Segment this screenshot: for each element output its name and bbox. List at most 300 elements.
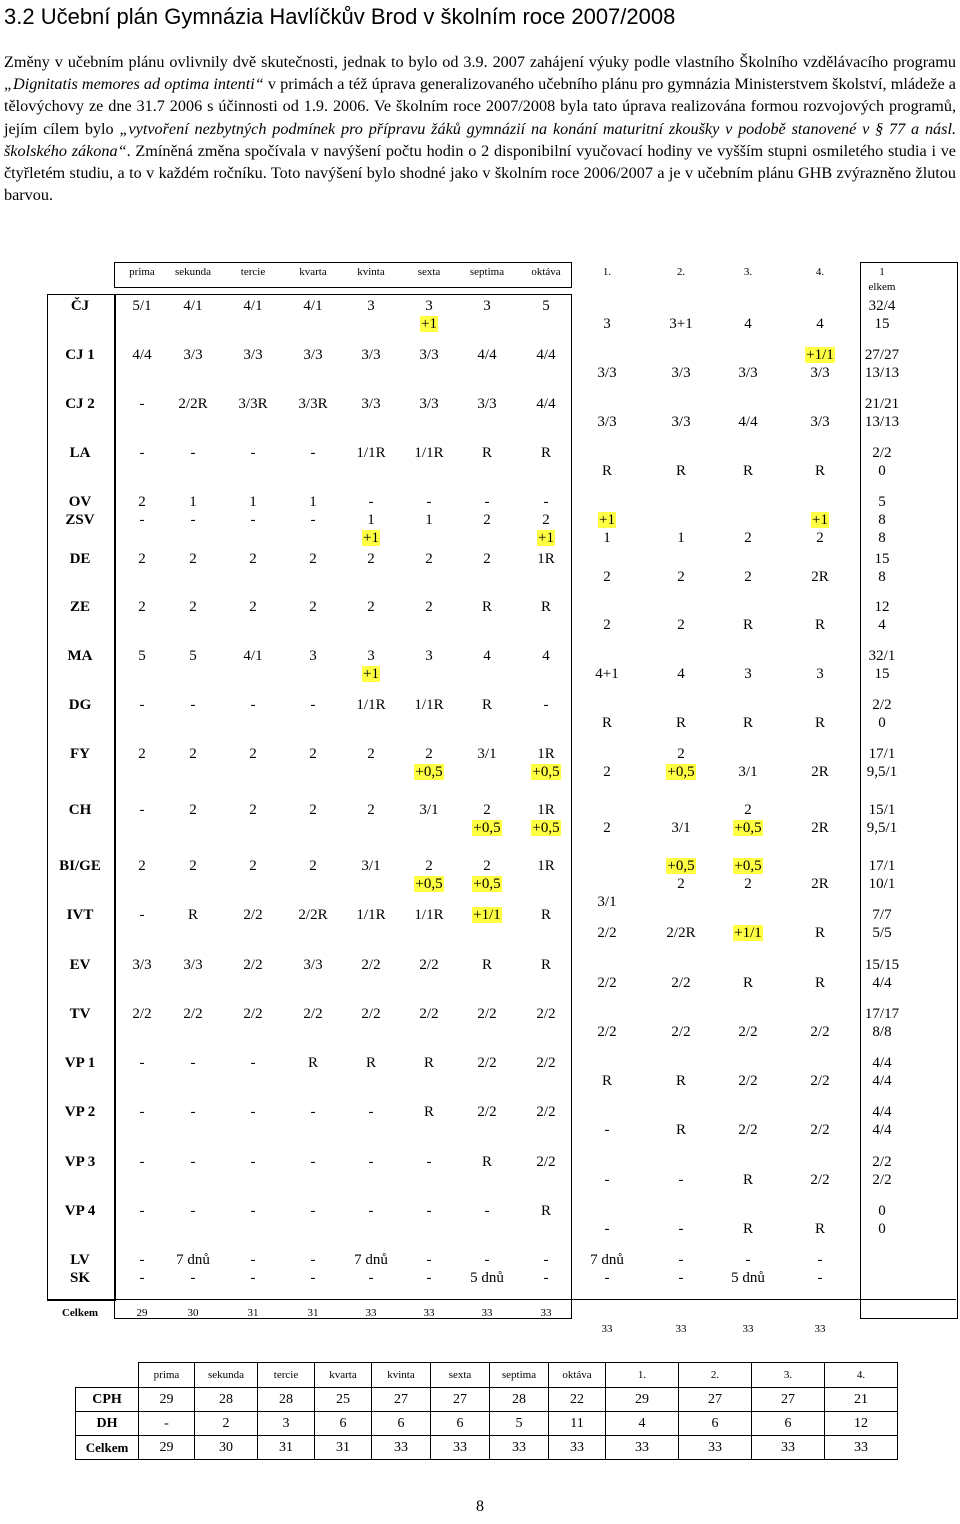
subject-label: VP 4 bbox=[64, 1203, 96, 1219]
plan-cell: 3/1 bbox=[671, 820, 691, 836]
plan-cell: 3 bbox=[367, 298, 375, 314]
total-cell: 0 bbox=[878, 1221, 886, 1237]
highlight-mark: +0,5 bbox=[532, 764, 560, 780]
plan-cell: - bbox=[426, 1154, 432, 1170]
subject-label: DG bbox=[68, 697, 92, 713]
plan-cell: 2 bbox=[309, 802, 317, 818]
plan-cell: 33 bbox=[601, 1323, 613, 1335]
subject-label: VP 3 bbox=[64, 1154, 96, 1170]
plan-cell: 33 bbox=[540, 1307, 552, 1319]
plan-cell: - bbox=[139, 512, 145, 528]
plan-cell: 2/2 bbox=[536, 1154, 556, 1170]
plan-cell: R bbox=[814, 1221, 825, 1237]
plan-cell: - bbox=[190, 697, 196, 713]
plan-cell: 2 bbox=[138, 746, 146, 762]
subject-label: CJ 2 bbox=[65, 396, 95, 412]
plan-cell: 33 bbox=[481, 1307, 493, 1319]
plan-cell: 4/4 bbox=[132, 347, 152, 363]
plan-cell: 2 bbox=[677, 617, 685, 633]
plan-cell: R bbox=[540, 599, 551, 615]
subject-label: CH bbox=[68, 802, 92, 818]
plan-cell: 2/2 bbox=[597, 1024, 617, 1040]
plan-cell: 1 bbox=[249, 494, 257, 510]
summary-column-header: sexta bbox=[431, 1363, 490, 1388]
plan-cell: 4/4 bbox=[536, 396, 556, 412]
subject-label: LA bbox=[69, 445, 91, 461]
summary-cell: 6 bbox=[431, 1412, 490, 1436]
plan-cell: - bbox=[368, 1270, 374, 1286]
plan-cell: 2/2 bbox=[132, 1006, 152, 1022]
subject-label: VP 2 bbox=[64, 1104, 96, 1120]
summary-cell: 27 bbox=[752, 1388, 825, 1412]
plan-cell: R bbox=[742, 463, 753, 479]
highlight-mark: +0,5 bbox=[734, 820, 762, 836]
plan-cell: 3/3 bbox=[132, 957, 152, 973]
plan-cell: 4/1 bbox=[303, 298, 323, 314]
plan-cell: - bbox=[250, 445, 256, 461]
total-cell: 9,5/1 bbox=[866, 764, 898, 780]
total-cell: 5 bbox=[878, 494, 886, 510]
plan-cell bbox=[790, 511, 850, 529]
plan-cell: 3/1 bbox=[361, 858, 381, 874]
plan-cell: 2R bbox=[811, 569, 829, 585]
plan-cell: 3/3 bbox=[183, 957, 203, 973]
plan-cell: 2 bbox=[309, 551, 317, 567]
column-header: 4. bbox=[815, 266, 825, 278]
plan-cell: R bbox=[601, 1073, 612, 1089]
plan-cell: 4/1 bbox=[243, 648, 263, 664]
summary-cell: 33 bbox=[549, 1436, 606, 1460]
plan-cell: - bbox=[250, 1203, 256, 1219]
plan-cell: R bbox=[675, 715, 686, 731]
plan-cell: 2 bbox=[677, 746, 685, 762]
plan-cell: 4/4 bbox=[477, 347, 497, 363]
plan-cell: - bbox=[817, 1252, 823, 1268]
plan-cell: 2 bbox=[603, 820, 611, 836]
summary-row-label: DH bbox=[76, 1412, 139, 1436]
highlight-mark: +0,5 bbox=[415, 764, 443, 780]
plan-cell: R bbox=[423, 1055, 434, 1071]
plan-cell: - bbox=[190, 445, 196, 461]
plan-cell: - bbox=[310, 512, 316, 528]
plan-cell: 2R bbox=[811, 820, 829, 836]
summary-cell: - bbox=[139, 1412, 195, 1436]
plan-cell: - bbox=[604, 1122, 610, 1138]
plan-cell: 3 bbox=[425, 648, 433, 664]
total-cell: 32/4 bbox=[868, 298, 896, 314]
summary-row bbox=[76, 1412, 898, 1436]
plan-cell: 2 bbox=[189, 802, 197, 818]
plan-cell: 2 bbox=[249, 746, 257, 762]
summary-cell: 12 bbox=[825, 1412, 898, 1436]
plan-cell: 3/1 bbox=[738, 764, 758, 780]
plan-cell: R bbox=[601, 715, 612, 731]
summary-table bbox=[75, 1362, 898, 1460]
plan-cell: 2/2 bbox=[477, 1104, 497, 1120]
summary-row bbox=[76, 1436, 898, 1460]
summary-cell: 28 bbox=[490, 1388, 549, 1412]
plan-cell: 2 bbox=[189, 599, 197, 615]
plan-cell: R bbox=[481, 957, 492, 973]
plan-cell: - bbox=[678, 1270, 684, 1286]
plan-cell: 2/2 bbox=[361, 1006, 381, 1022]
plan-cell: - bbox=[310, 1154, 316, 1170]
plan-cell: 1 bbox=[603, 530, 611, 546]
column-header: 2. bbox=[676, 266, 686, 278]
plan-cell: 2 bbox=[138, 551, 146, 567]
summary-column-header: sekunda bbox=[195, 1363, 258, 1388]
plan-cell: 2 bbox=[425, 858, 433, 874]
plan-cell: 2 bbox=[483, 802, 491, 818]
total-cell: 4/4 bbox=[872, 1073, 892, 1089]
column-header: 3. bbox=[743, 266, 753, 278]
total-cell: 8 bbox=[878, 530, 886, 546]
summary-cell: 27 bbox=[431, 1388, 490, 1412]
plan-cell: 4/1 bbox=[243, 298, 263, 314]
plan-cell: 3/3 bbox=[361, 396, 381, 412]
summary-column-header: oktáva bbox=[549, 1363, 606, 1388]
plan-cell: 5/1 bbox=[132, 298, 152, 314]
plan-cell: - bbox=[139, 907, 145, 923]
plan-cell: 2 bbox=[483, 858, 491, 874]
summary-cell: 33 bbox=[606, 1436, 679, 1460]
plan-cell: 2 bbox=[367, 551, 375, 567]
plan-cell bbox=[651, 857, 711, 875]
subject-label: EV bbox=[69, 957, 91, 973]
plan-cell: - bbox=[426, 1203, 432, 1219]
summary-cell: 21 bbox=[825, 1388, 898, 1412]
plan-cell: 4/4 bbox=[536, 347, 556, 363]
plan-cell: 4 bbox=[744, 316, 752, 332]
plan-cell: 2/2 bbox=[419, 1006, 439, 1022]
plan-cell: 2 bbox=[603, 764, 611, 780]
total-cell: 2/2 bbox=[872, 445, 892, 461]
total-cell: 27/27 bbox=[864, 347, 900, 363]
plan-cell bbox=[459, 819, 515, 837]
plan-cell: 2 bbox=[744, 530, 752, 546]
plan-cell: - bbox=[139, 1270, 145, 1286]
plan-cell bbox=[343, 665, 399, 683]
plan-cell: - bbox=[250, 512, 256, 528]
plan-cell: - bbox=[250, 1104, 256, 1120]
plan-cell bbox=[401, 875, 457, 893]
column-header: oktáva bbox=[531, 266, 561, 278]
plan-cell: R bbox=[540, 957, 551, 973]
plan-cell: 2/2R bbox=[666, 925, 696, 941]
summary-cell: 27 bbox=[372, 1388, 431, 1412]
plan-cell: 31 bbox=[307, 1307, 319, 1319]
plan-cell: 2 bbox=[603, 569, 611, 585]
plan-cell: - bbox=[190, 1154, 196, 1170]
plan-cell: - bbox=[484, 1203, 490, 1219]
plan-cell bbox=[343, 529, 399, 547]
plan-cell: 3/3 bbox=[303, 957, 323, 973]
total-cell: 8 bbox=[878, 512, 886, 528]
plan-cell: 3 bbox=[367, 648, 375, 664]
plan-cell: - bbox=[139, 1055, 145, 1071]
total-cell: 4/4 bbox=[872, 975, 892, 991]
plan-cell: - bbox=[426, 1252, 432, 1268]
plan-cell: 3/3 bbox=[419, 347, 439, 363]
summary-cell: 29 bbox=[606, 1388, 679, 1412]
plan-cell: 1/1R bbox=[414, 445, 444, 461]
highlight-mark: +1 bbox=[363, 666, 379, 682]
plan-cell: 2/2 bbox=[536, 1104, 556, 1120]
plan-cell: 7 dnů bbox=[590, 1252, 624, 1268]
total-cell: 2/2 bbox=[872, 1154, 892, 1170]
plan-cell: - bbox=[543, 494, 549, 510]
summary-column-header: prima bbox=[139, 1363, 195, 1388]
plan-cell: - bbox=[368, 1203, 374, 1219]
total-cell: 8 bbox=[878, 569, 886, 585]
subject-label: MA bbox=[67, 648, 93, 664]
plan-cell bbox=[459, 906, 515, 924]
plan-cell: 5 dnů bbox=[470, 1270, 504, 1286]
summary-column-header: tercie bbox=[258, 1363, 315, 1388]
plan-cell bbox=[718, 819, 778, 837]
subject-label: CJ 1 bbox=[65, 347, 95, 363]
total-cell: 2/2 bbox=[872, 697, 892, 713]
subject-label: ZSV bbox=[65, 512, 95, 528]
plan-cell: 4+1 bbox=[595, 666, 619, 682]
total-cell: 21/21 bbox=[864, 396, 900, 412]
plan-cell: 3+1 bbox=[669, 316, 693, 332]
plan-cell: 3/3 bbox=[597, 414, 617, 430]
plan-cell: 4 bbox=[542, 648, 550, 664]
total-cell: 0 bbox=[878, 463, 886, 479]
summary-cell: 25 bbox=[315, 1388, 372, 1412]
plan-cell: - bbox=[604, 1221, 610, 1237]
plan-cell: 2 bbox=[744, 802, 752, 818]
total-cell: 5/5 bbox=[872, 925, 892, 941]
highlight-mark: +0,5 bbox=[532, 820, 560, 836]
plan-cell: 31 bbox=[247, 1307, 259, 1319]
subject-label: LV bbox=[70, 1252, 90, 1268]
summary-cell: 33 bbox=[431, 1436, 490, 1460]
plan-cell: 2 bbox=[309, 599, 317, 615]
summary-column-header: 4. bbox=[825, 1363, 898, 1388]
total-cell: 17/17 bbox=[864, 1006, 900, 1022]
summary-cell: 28 bbox=[195, 1388, 258, 1412]
plan-cell bbox=[401, 763, 457, 781]
plan-cell: - bbox=[310, 697, 316, 713]
total-cell: 0 bbox=[878, 1203, 886, 1219]
paragraph-segment: . Zmíněná změna spočívala v navýšení počtu hodin o 2 disponibilní vyučovací hodiny ve vyšším stupni osmiletého studia i ve čtyřletém studiu, a to v každém ročníku. Toto navýšení bylo shodné jako v školním roce 2006/2007 a je v učebním plánu GHB zvýrazněno žlutou barvou. bbox=[4, 141, 956, 205]
plan-cell: 2/2 bbox=[419, 957, 439, 973]
summary-cell: 33 bbox=[372, 1436, 431, 1460]
plan-cell: 2/2 bbox=[738, 1024, 758, 1040]
plan-cell: 2/2 bbox=[477, 1006, 497, 1022]
intro-paragraph bbox=[4, 51, 956, 206]
subject-label: BI/GE bbox=[59, 858, 101, 874]
plan-cell: 2/2 bbox=[361, 957, 381, 973]
plan-cell: 33 bbox=[365, 1307, 377, 1319]
summary-cell: 29 bbox=[139, 1388, 195, 1412]
summary-cell: 31 bbox=[315, 1436, 372, 1460]
highlight-mark: +1 bbox=[363, 530, 379, 546]
paragraph-segment: „vytvoření nezbytných podmínek pro přípravu žáků gymnázií na konání maturitní zkoušky v podobě stanovené v § 77 a násl. školského zákona“ bbox=[4, 119, 956, 160]
plan-cell: - bbox=[139, 445, 145, 461]
total-cell: 4/4 bbox=[872, 1104, 892, 1120]
total-cell: 15 bbox=[874, 551, 890, 567]
summary-cell: 28 bbox=[258, 1388, 315, 1412]
summary-cell: 4 bbox=[606, 1412, 679, 1436]
plan-cell: 2 bbox=[367, 802, 375, 818]
plan-cell: 33 bbox=[814, 1323, 826, 1335]
plan-cell: - bbox=[817, 1270, 823, 1286]
plan-cell: 2 bbox=[138, 599, 146, 615]
plan-cell: - bbox=[139, 1252, 145, 1268]
plan-cell: 3 bbox=[603, 316, 611, 332]
plan-cell: R bbox=[481, 445, 492, 461]
plan-cell: 33 bbox=[423, 1307, 435, 1319]
summary-row-label: CPH bbox=[76, 1388, 139, 1412]
plan-cell: 2/2 bbox=[536, 1006, 556, 1022]
plan-cell: 3/3 bbox=[419, 396, 439, 412]
plan-cell: - bbox=[310, 1270, 316, 1286]
subject-label: IVT bbox=[66, 907, 94, 923]
paragraph-segment: Změny v učebním plánu ovlivnily dvě skutečnosti, jednak to bylo od 3.9. 2007 zahájení výuky podle vlastního Školního vzdělávacího programu bbox=[4, 53, 956, 71]
plan-cell: 2 bbox=[483, 512, 491, 528]
plan-cell: 2 bbox=[603, 617, 611, 633]
plan-cell: 4/1 bbox=[183, 298, 203, 314]
plan-cell: 1 bbox=[677, 530, 685, 546]
plan-cell: 2 bbox=[677, 569, 685, 585]
plan-cell: 2 bbox=[677, 876, 685, 892]
plan-cell: 2/2 bbox=[810, 1122, 830, 1138]
plan-cell: R bbox=[814, 715, 825, 731]
total-cell: 12 bbox=[874, 599, 890, 615]
plan-cell: 4 bbox=[816, 316, 824, 332]
plan-cell: 3/3 bbox=[477, 396, 497, 412]
total-cell: 2/2 bbox=[872, 1172, 892, 1188]
plan-cell: - bbox=[190, 1104, 196, 1120]
plan-cell: - bbox=[368, 1104, 374, 1120]
plan-cell: 3/3 bbox=[361, 347, 381, 363]
plan-cell: 2 bbox=[367, 599, 375, 615]
plan-cell: 5 bbox=[542, 298, 550, 314]
plan-cell: - bbox=[310, 1252, 316, 1268]
plan-cell: 1 bbox=[367, 512, 375, 528]
summary-cell: 33 bbox=[752, 1436, 825, 1460]
summary-row bbox=[76, 1388, 898, 1412]
summary-column-header: 1. bbox=[606, 1363, 679, 1388]
plan-cell: 3/1 bbox=[477, 746, 497, 762]
plan-cell: 3 bbox=[816, 666, 824, 682]
total-cell: 15/1 bbox=[868, 802, 896, 818]
plan-cell: 2/2 bbox=[477, 1055, 497, 1071]
plan-cell: R bbox=[814, 463, 825, 479]
plan-cell bbox=[718, 924, 778, 942]
plan-cell: 2 bbox=[138, 494, 146, 510]
plan-cell: 2/2 bbox=[671, 975, 691, 991]
subject-label: Celkem bbox=[61, 1307, 99, 1319]
plan-cell: 2/2 bbox=[303, 1006, 323, 1022]
plan-cell: 1/1R bbox=[356, 445, 386, 461]
total-cell: 15 bbox=[874, 316, 890, 332]
plan-cell: 3/3R bbox=[238, 396, 268, 412]
plan-cell: 2/2 bbox=[597, 975, 617, 991]
plan-cell: 1 bbox=[425, 512, 433, 528]
plan-cell: - bbox=[484, 1252, 490, 1268]
plan-cell: 3/3 bbox=[671, 365, 691, 381]
plan-cell: 2 bbox=[249, 551, 257, 567]
plan-cell: R bbox=[742, 1221, 753, 1237]
plan-cell: - bbox=[139, 697, 145, 713]
plan-cell: - bbox=[368, 1154, 374, 1170]
summary-header-row bbox=[76, 1363, 898, 1388]
plan-cell: R bbox=[481, 1154, 492, 1170]
total-cell: 17/1 bbox=[868, 858, 896, 874]
plan-cell: - bbox=[250, 697, 256, 713]
summary-corner bbox=[76, 1363, 139, 1388]
plan-cell: - bbox=[139, 1203, 145, 1219]
page-number: 8 bbox=[476, 1498, 484, 1515]
column-header: sekunda bbox=[174, 266, 212, 278]
total-cell: 4/4 bbox=[872, 1055, 892, 1071]
plan-cell: R bbox=[481, 599, 492, 615]
plan-cell: 3/1 bbox=[597, 894, 617, 910]
plan-cell: 4/4 bbox=[738, 414, 758, 430]
total-cell: 9,5/1 bbox=[866, 820, 898, 836]
plan-cell: R bbox=[365, 1055, 376, 1071]
plan-cell bbox=[518, 529, 574, 547]
plan-cell: 2/2 bbox=[738, 1122, 758, 1138]
total-cell: 32/1 bbox=[868, 648, 896, 664]
plan-cell: - bbox=[190, 1270, 196, 1286]
plan-cell: - bbox=[250, 1055, 256, 1071]
plan-cell: 3/3R bbox=[298, 396, 328, 412]
plan-cell: 1R bbox=[537, 858, 555, 874]
plan-cell: - bbox=[426, 494, 432, 510]
plan-cell: R bbox=[742, 975, 753, 991]
summary-cell: 31 bbox=[258, 1436, 315, 1460]
subject-label: ČJ bbox=[70, 298, 90, 314]
plan-cell: 5 bbox=[138, 648, 146, 664]
plan-cell: 2/2R bbox=[178, 396, 208, 412]
plan-cell: 2 bbox=[309, 746, 317, 762]
plan-cell: 2 bbox=[249, 858, 257, 874]
plan-cell: - bbox=[604, 1172, 610, 1188]
plan-cell: 2/2 bbox=[810, 1024, 830, 1040]
plan-cell: 7 dnů bbox=[176, 1252, 210, 1268]
plan-cell: 1R bbox=[537, 746, 555, 762]
plan-cell: 3 bbox=[309, 648, 317, 664]
plan-cell: 2 bbox=[425, 599, 433, 615]
subject-label: DE bbox=[69, 551, 91, 567]
plan-cell: 3 bbox=[425, 298, 433, 314]
plan-cell: 2/2 bbox=[738, 1073, 758, 1089]
plan-cell: - bbox=[250, 1252, 256, 1268]
plan-cell: 3/3 bbox=[243, 347, 263, 363]
plan-cell: - bbox=[484, 494, 490, 510]
summary-cell: 3 bbox=[258, 1412, 315, 1436]
plan-cell: - bbox=[190, 512, 196, 528]
plan-cell: 2/2 bbox=[597, 925, 617, 941]
summary-column-header: 3. bbox=[752, 1363, 825, 1388]
plan-cell: 2/2 bbox=[810, 1172, 830, 1188]
plan-cell: 2/2R bbox=[298, 907, 328, 923]
plan-cell: 3/3 bbox=[303, 347, 323, 363]
summary-cell: 2 bbox=[195, 1412, 258, 1436]
plan-cell: - bbox=[139, 1154, 145, 1170]
plan-cell: 33 bbox=[742, 1323, 754, 1335]
plan-cell: 2 bbox=[249, 599, 257, 615]
highlight-mark: +0,5 bbox=[473, 820, 501, 836]
plan-cell: 2 bbox=[542, 512, 550, 528]
plan-cell bbox=[790, 346, 850, 364]
plan-cell: - bbox=[250, 1270, 256, 1286]
